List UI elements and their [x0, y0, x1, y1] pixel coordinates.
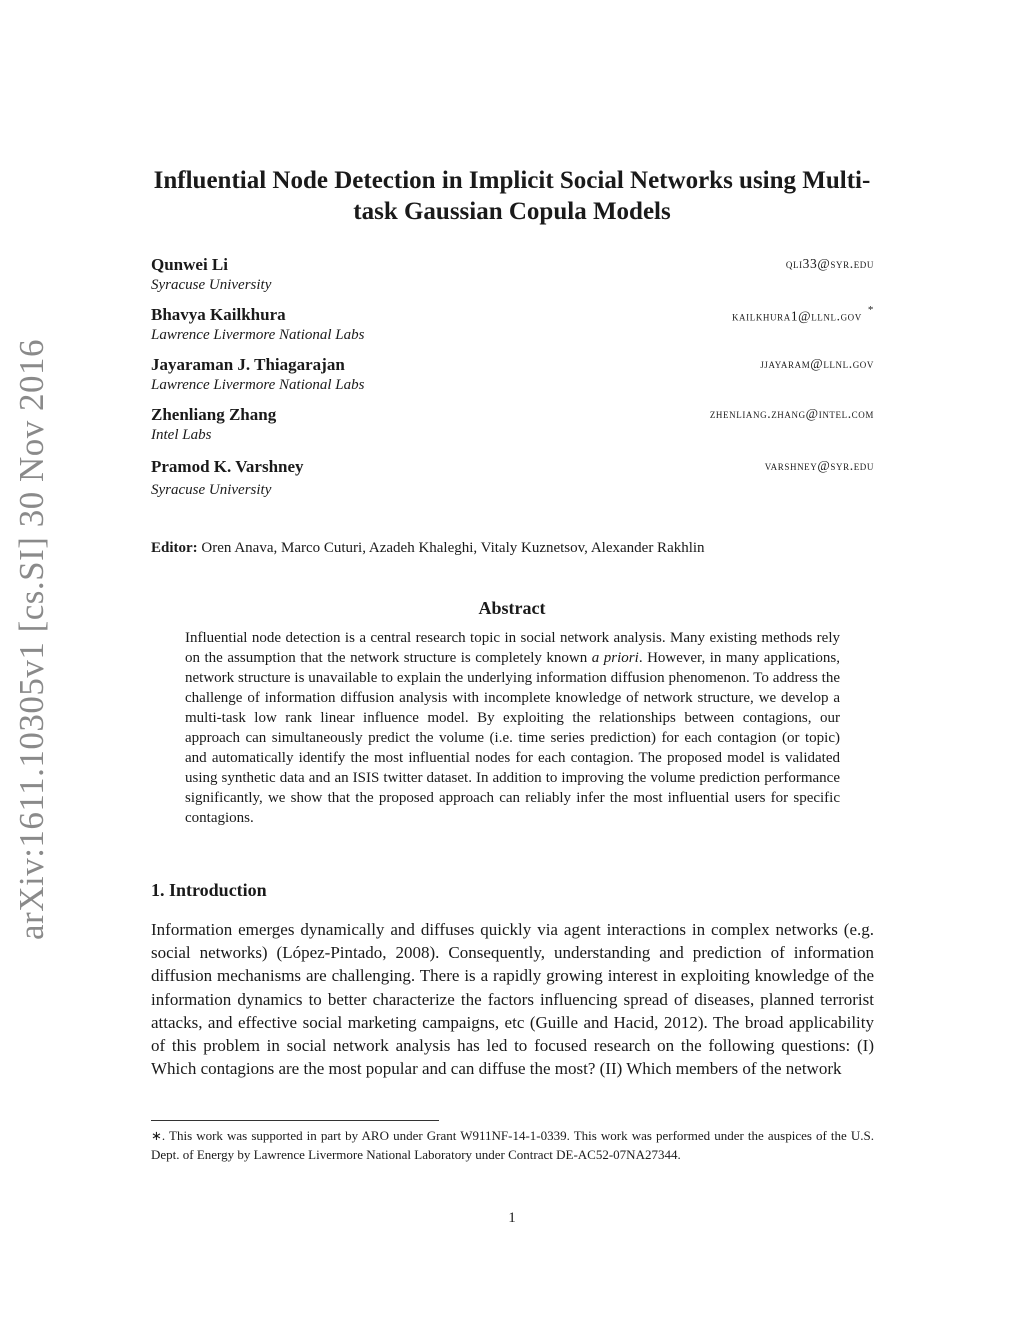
author-name: Bhavya Kailkhura: [151, 305, 286, 324]
intro-paragraph: Information emerges dynamically and diffuses quickly via agent interactions in complex networks (e.g. social networks) (López-Pintado, 2008). Consequently, understanding and prediction of information diffusion mechanisms are challenging. There is a rapidly growing interest in exploiting knowledge of the information dynamics to better characterize the factors influencing spread of diseases, planned terrorist attacks, and effective social marketing campaigns, etc (Guille and Hacid, 2012). The broad applicability of this problem in social network analysis has led to focused research on the following questions: (I) Which contagions are the most popular and can diffuse the most? (II) Which members of the network: [151, 920, 874, 1079]
arxiv-identifier: arXiv:1611.10305v1 [cs.SI] 30 Nov 2016: [12, 339, 51, 940]
author-email-text: zhenliang.zhang@intel.com: [709, 406, 874, 421]
author-affiliation: Lawrence Livermore National Labs: [151, 377, 365, 393]
abstract-part-2: . However, in many applications, network structure is unavailable to explain the underlying information diffusion phenomenon. To address the challenge of information diffusion analysis with incomplete knowledge of network structure, we develop a multi-task low rank linear influence model. By exploiting the relationships between contagions, our approach can simultaneously predict the volume (i.e. time series prediction) for each contagion (or topic) and automatically identify the most influential nodes for each contagion. The proposed model is validated using synthetic data and an ISIS twitter dataset. In addition to improving the volume prediction performance significantly, we show that the proposed approach can reliably infer the most influential users for specific contagions.: [185, 650, 840, 826]
editor-label: Editor:: [151, 540, 198, 556]
author-email-text: varshney@syr.edu: [764, 458, 874, 473]
author-affiliation: Intel Labs: [151, 427, 212, 443]
author-name: Qunwei Li: [151, 255, 228, 274]
author-affiliation: Syracuse University: [151, 277, 272, 293]
footnote-mark: ∗.: [151, 1128, 166, 1143]
abstract-text: [185, 628, 840, 828]
footnote: [151, 1126, 874, 1164]
author-block: [151, 456, 874, 500]
author-name: Pramod K. Varshney: [151, 457, 304, 476]
author-block: [151, 354, 874, 395]
author-email: [732, 306, 874, 325]
editor-line: [151, 540, 874, 557]
author-email: [765, 458, 874, 474]
author-email: [710, 406, 874, 422]
author-block: [151, 404, 874, 445]
author-email-text: jjayaram@llnl.gov: [760, 356, 874, 371]
author-affiliation: Lawrence Livermore National Labs: [151, 327, 365, 343]
page-number: 1: [508, 1210, 516, 1226]
paper-title: Influential Node Detection in Implicit Social Networks using Multi-task Gaussian Copula Models: [153, 167, 871, 225]
author-name: Jayaraman J. Thiagarajan: [151, 355, 345, 374]
author-name: Zhenliang Zhang: [151, 405, 277, 424]
footnote-text: This work was supported in part by ARO under Grant W911NF-14-1-0339. This work was performed under the auspices of the U.S. Dept. of Energy by Lawrence Livermore National Laboratory under Contract DE-AC52-07NA27344.: [151, 1128, 875, 1162]
abstract-italic: a priori: [591, 650, 639, 666]
abstract-heading: Abstract: [478, 598, 546, 618]
footnote-marker: *: [867, 304, 874, 316]
footnote-divider: [151, 1120, 439, 1121]
author-email: [786, 256, 874, 272]
author-block: [151, 304, 874, 345]
editor-names: Oren Anava, Marco Cuturi, Azadeh Khaleghi, Vitaly Kuznetsov, Alexander Rakhlin: [201, 540, 705, 556]
author-affiliation: Syracuse University: [151, 482, 272, 498]
author-email-text: kailkhura1@llnl.gov: [731, 308, 862, 324]
author-block: [151, 254, 874, 295]
abstract-part-1: Influential node detection is a central research topic in social network analysis. Many existing methods rely on the assumption that the network structure is completely known: [185, 630, 840, 666]
section-heading: 1. Introduction: [151, 880, 267, 900]
author-email: [760, 356, 874, 372]
author-email-text: qli33@syr.edu: [785, 256, 874, 271]
